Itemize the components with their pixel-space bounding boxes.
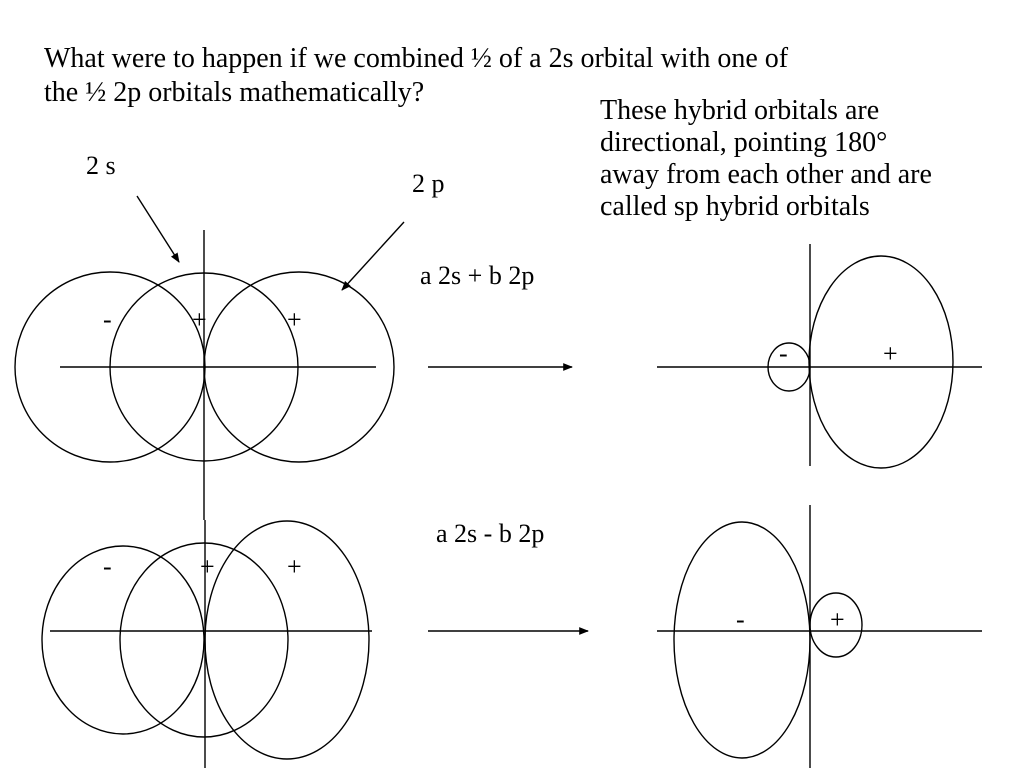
- combo-minus-label: a 2s - b 2p: [436, 519, 545, 548]
- combo-plus-label: a 2s + b 2p: [420, 261, 535, 290]
- label-2p: 2 p: [412, 169, 445, 198]
- bottom-center-plus-sign: +: [200, 552, 215, 581]
- label-2s: 2 s: [86, 151, 116, 180]
- note-line-2: directional, pointing 180°: [600, 127, 888, 158]
- top-center-plus-sign: +: [192, 305, 207, 334]
- top-hybrid-large-lobe: [809, 256, 953, 468]
- top-right-plus-sign: +: [287, 305, 302, 334]
- label-2s-arrow: [137, 196, 179, 262]
- bottom-hybrid-minus-sign: -: [736, 605, 745, 634]
- intro-line-2: the ½ 2p orbitals mathematically?: [44, 77, 425, 108]
- note-line-3: away from each other and are: [600, 159, 932, 190]
- note-line-4: called sp hybrid orbitals: [600, 191, 870, 222]
- bottom-hybrid-large-lobe: [674, 522, 810, 758]
- top-hybrid-minus-sign: -: [779, 339, 788, 368]
- bottom-right-plus-sign: +: [287, 552, 302, 581]
- bottom-minus-sign: -: [103, 552, 112, 581]
- note-line-1: These hybrid orbitals are: [600, 95, 880, 126]
- label-2p-arrow: [342, 222, 404, 290]
- bottom-input-orbitals: [42, 520, 372, 768]
- top-minus-sign: -: [103, 305, 112, 334]
- intro-line-1: What were to happen if we combined ½ of a 2s orbital with one of: [44, 43, 789, 74]
- top-hybrid-plus-sign: +: [883, 339, 898, 368]
- bottom-sp-hybrid: [657, 505, 982, 768]
- bottom-2p-negative-lobe: [42, 546, 204, 734]
- top-input-orbitals: [15, 230, 394, 520]
- bottom-hybrid-plus-sign: +: [830, 605, 845, 634]
- top-sp-hybrid: [657, 244, 982, 468]
